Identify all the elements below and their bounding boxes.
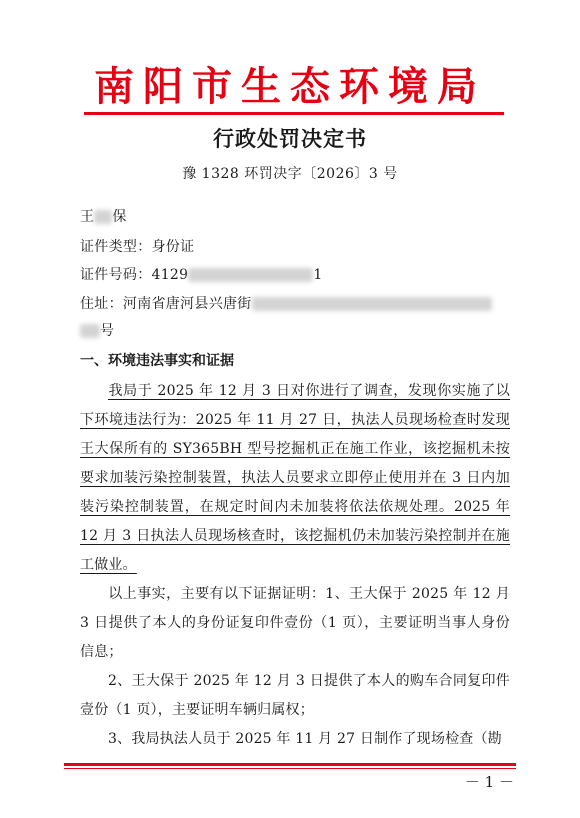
redaction-mark xyxy=(252,297,492,311)
document-title: 行政处罚决定书 xyxy=(213,126,367,151)
evidence-paragraph-2 xyxy=(80,667,510,725)
party-name-suffix: 保 xyxy=(112,209,127,225)
agency-header: 南阳市生态环境局 xyxy=(94,64,486,110)
party-name-prefix: 王 xyxy=(80,209,95,225)
address-label: 住址：河南省唐河县兴唐街 xyxy=(80,296,252,312)
id-number-tail: 1 xyxy=(313,267,323,283)
id-number-visible: 4129 xyxy=(151,267,189,283)
party-address xyxy=(80,293,510,315)
footer-red-rule-thin xyxy=(64,768,516,769)
page-number: － 1 － xyxy=(464,773,514,791)
party-id-type: 证件类型：身份证 xyxy=(80,239,195,255)
violation-facts-paragraph xyxy=(80,377,510,580)
document-number: 豫 1328 环罚决字〔2026〕3 号 xyxy=(182,166,398,182)
evidence-text-3: 3、我局执法人员于 2025 年 11 月 27 日制作了现场检查（勘 xyxy=(108,731,502,747)
evidence-text-2: 2、王大保于 2025 年 12 月 3 日提供了本人的购车合同复印件壹份（1 页），主要证明车辆归属权； xyxy=(80,673,510,718)
evidence-paragraph-3 xyxy=(80,725,510,754)
party-address-cont xyxy=(80,320,510,342)
header-red-rule xyxy=(84,112,504,115)
redaction-mark xyxy=(94,210,112,224)
evidence-text-1: 以上事实，主要有以下证据证明：1、王大保于 2025 年 12 月 3 日提供了本人的身份证复印件壹份（1 页），主要证明当事人身份信息； xyxy=(80,586,510,660)
redaction-mark xyxy=(188,268,313,282)
evidence-paragraph-1 xyxy=(80,580,510,667)
footer-red-rule xyxy=(64,763,516,766)
violation-facts-text: 我局于 2025 年 12 月 3 日对你进行了调查，发现你实施了以下环境违法行为：2025 年 11 月 27 日，执法人员现场检查时发现王大保所有的 SY365BH 型号挖掘机正在施工作业，该挖掘机未按要求加装污染控制装置，执法人员要求立即停止使用并在 3 日内加装污染控制装置，在规定时间内未加装将依法依规处理。2025 年 12 月 3 日执法人员现场核查时，该挖掘机仍未加装污染控制并在施工做业。 xyxy=(80,383,510,573)
party-id-number xyxy=(80,264,510,286)
party-name xyxy=(80,206,510,228)
section-heading: 一、环境违法事实和证据 xyxy=(80,353,234,369)
id-number-label: 证件号码： xyxy=(80,267,152,283)
redaction-mark xyxy=(80,324,100,338)
address-tail: 号 xyxy=(100,323,115,339)
